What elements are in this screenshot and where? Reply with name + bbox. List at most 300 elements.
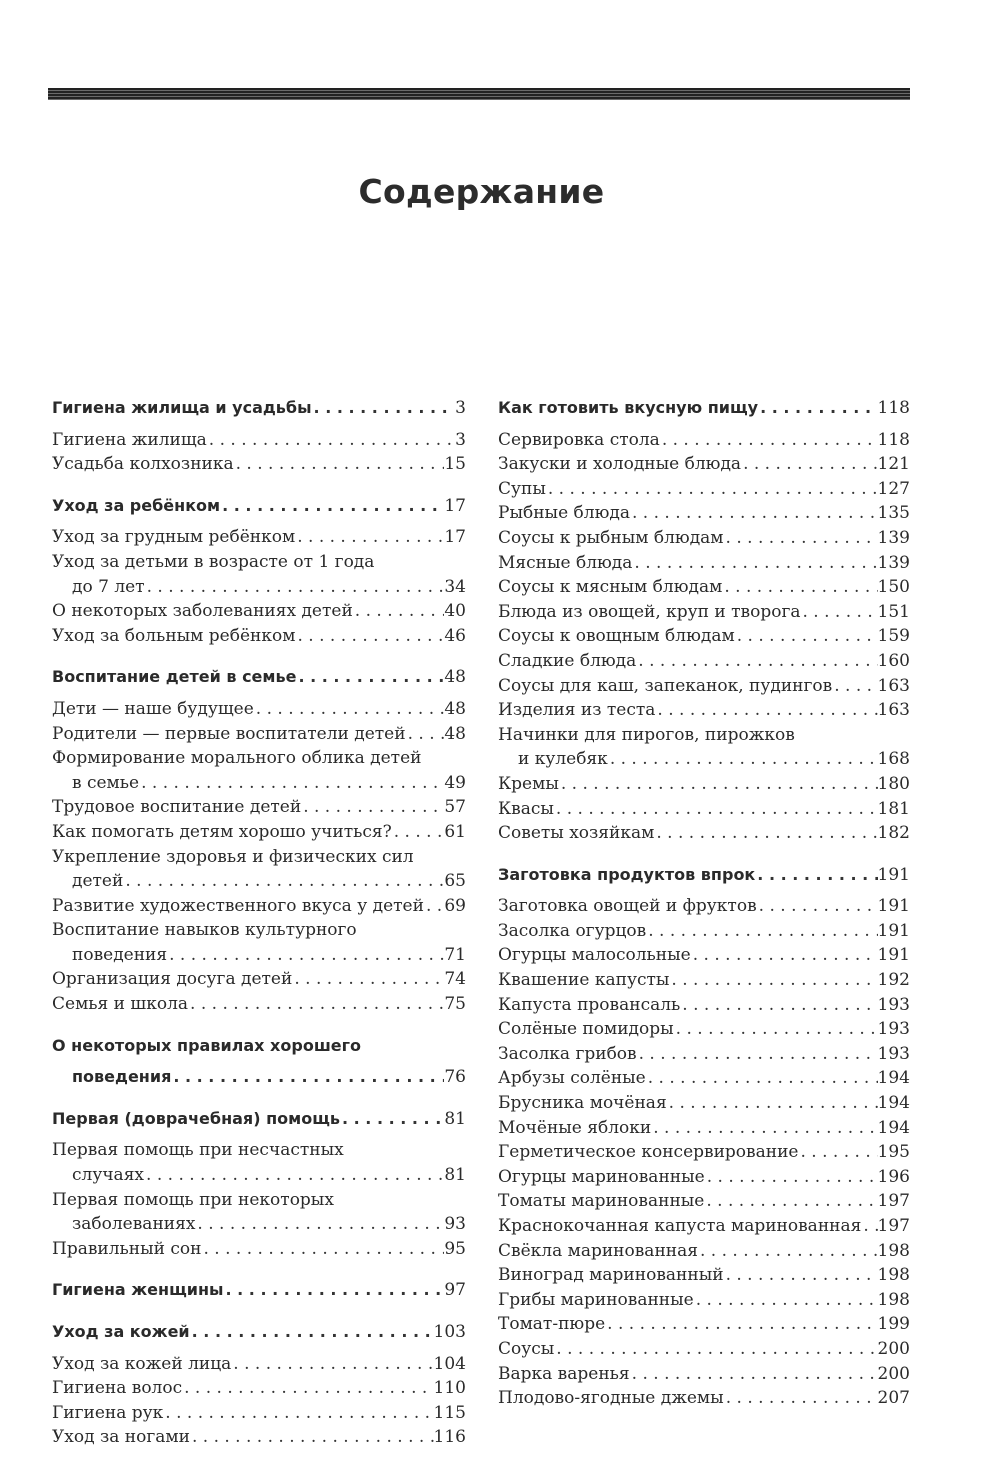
toc-entry[interactable] bbox=[498, 1091, 910, 1116]
toc-entry-label: Заготовка овощей и фруктов bbox=[498, 896, 757, 917]
page-number: 168 bbox=[877, 749, 910, 770]
toc-entry[interactable] bbox=[498, 1337, 910, 1362]
page-number: 3 bbox=[455, 429, 466, 450]
toc-entry[interactable] bbox=[498, 1288, 910, 1313]
page-number: 115 bbox=[433, 1402, 466, 1423]
toc-entry-label: Правильный сон bbox=[52, 1238, 202, 1259]
dot-leader bbox=[139, 771, 444, 796]
dot-leader bbox=[667, 1091, 878, 1116]
dot-leader bbox=[295, 624, 444, 649]
toc-entry-label: Квасы bbox=[498, 798, 554, 819]
toc-entry[interactable] bbox=[52, 428, 466, 453]
page-number: 103 bbox=[433, 1322, 466, 1342]
toc-entry-label: Мочёные яблоки bbox=[498, 1117, 652, 1138]
page-number: 197 bbox=[877, 1191, 910, 1212]
page-number: 57 bbox=[444, 797, 466, 818]
dot-leader bbox=[798, 1140, 877, 1165]
page-number: 46 bbox=[444, 625, 466, 646]
page-number: 81 bbox=[444, 1165, 466, 1186]
toc-section-heading[interactable] bbox=[52, 1065, 466, 1090]
page-number: 150 bbox=[877, 577, 910, 598]
toc-entry-label: Герметическое консервирование bbox=[498, 1142, 799, 1163]
toc-entry-label: заболеваниях bbox=[72, 1214, 196, 1235]
page-number: 15 bbox=[444, 454, 466, 475]
page-number: 163 bbox=[877, 675, 910, 696]
toc-entry[interactable] bbox=[52, 1401, 466, 1426]
toc-entry-label: Огурцы малосольные bbox=[498, 945, 691, 966]
dot-leader bbox=[224, 1278, 445, 1303]
toc-section bbox=[52, 1034, 466, 1090]
dot-leader bbox=[145, 575, 445, 600]
dot-leader bbox=[312, 396, 456, 421]
toc-entry[interactable] bbox=[52, 795, 466, 820]
toc-entry-label: Родители — первые воспитатели детей bbox=[52, 723, 406, 744]
page-title: Содержание bbox=[358, 172, 605, 211]
dot-leader bbox=[680, 993, 877, 1018]
page-number: 74 bbox=[444, 969, 466, 990]
toc-entry[interactable] bbox=[498, 894, 910, 919]
toc-entry[interactable] bbox=[52, 1188, 466, 1213]
dot-leader bbox=[605, 1312, 877, 1337]
toc-entry[interactable] bbox=[498, 1066, 910, 1091]
toc-entry-label: Воспитание детей в семье bbox=[52, 667, 297, 687]
toc-entry[interactable] bbox=[498, 452, 910, 477]
toc-section bbox=[52, 1107, 466, 1262]
page-number: 194 bbox=[877, 1093, 910, 1114]
toc-entry[interactable] bbox=[498, 428, 910, 453]
page-number: 40 bbox=[444, 601, 466, 622]
dot-leader bbox=[234, 452, 445, 477]
toc-right-column bbox=[498, 396, 910, 1428]
toc-section bbox=[52, 396, 466, 477]
toc-entry-label: Засолка грибов bbox=[498, 1043, 637, 1064]
page-number: 69 bbox=[444, 895, 466, 916]
toc-entry-label: Как готовить вкусную пищу bbox=[498, 398, 759, 417]
page-number: 191 bbox=[877, 920, 910, 941]
toc-entry[interactable] bbox=[498, 1239, 910, 1264]
toc-entry-label: Гигиена женщины bbox=[52, 1280, 224, 1300]
page-number: 116 bbox=[433, 1427, 466, 1448]
dot-leader bbox=[724, 1386, 878, 1411]
page-number: 135 bbox=[877, 503, 910, 524]
toc-entry-label: Соусы к рыбным блюдам bbox=[498, 527, 724, 548]
toc-entry-label: Как помогать детям хорошо учиться? bbox=[52, 821, 392, 842]
dot-leader bbox=[295, 525, 444, 550]
toc-entry[interactable] bbox=[498, 1165, 910, 1190]
page-number: 49 bbox=[444, 772, 466, 793]
dot-leader bbox=[694, 1288, 878, 1313]
toc-entry-label: Мясные блюда bbox=[498, 552, 633, 573]
toc-entry-label: Соусы для каш, запеканок, пудингов bbox=[498, 675, 833, 696]
toc-section bbox=[52, 1320, 466, 1450]
dot-leader bbox=[220, 494, 444, 519]
toc-section-heading[interactable] bbox=[52, 494, 466, 519]
toc-entry-label: Свёкла маринованная bbox=[498, 1240, 698, 1261]
toc-entry-label: Первая (доврачебная) помощь bbox=[52, 1108, 340, 1128]
toc-entry[interactable] bbox=[52, 992, 466, 1017]
toc-entry-label: Томаты маринованные bbox=[498, 1191, 705, 1212]
toc-entry-label: Советы хозяйкам bbox=[498, 823, 655, 844]
page-number: 160 bbox=[877, 650, 910, 671]
dot-leader bbox=[254, 697, 445, 722]
toc-entry[interactable] bbox=[52, 943, 466, 968]
page-number: 48 bbox=[444, 667, 466, 688]
toc-entry-label: Воспитание навыков культурного bbox=[52, 920, 357, 941]
toc-entry-label: Виноград маринованный bbox=[498, 1265, 724, 1286]
dot-leader bbox=[171, 1065, 444, 1090]
toc-entry[interactable] bbox=[52, 452, 466, 477]
dot-leader bbox=[201, 1237, 444, 1262]
dot-leader bbox=[655, 698, 877, 723]
dot-leader bbox=[674, 1017, 878, 1042]
page-number: 191 bbox=[877, 945, 910, 966]
toc-entry[interactable] bbox=[498, 943, 910, 968]
dot-leader bbox=[704, 1189, 877, 1214]
toc-entry[interactable] bbox=[498, 551, 910, 576]
page-number: 17 bbox=[444, 527, 466, 548]
dot-leader bbox=[406, 722, 445, 747]
toc-entry[interactable] bbox=[498, 575, 910, 600]
toc-section bbox=[498, 396, 910, 846]
page-number: 181 bbox=[877, 798, 910, 819]
dot-leader bbox=[301, 795, 444, 820]
toc-entry-label: Изделия из теста bbox=[498, 700, 656, 721]
toc-entry-label: Гигиена жилища bbox=[52, 429, 207, 450]
dot-leader bbox=[188, 992, 444, 1017]
toc-section-heading[interactable] bbox=[52, 1034, 466, 1059]
toc-section bbox=[52, 1278, 466, 1303]
page-number: 104 bbox=[433, 1353, 466, 1374]
page-number: 198 bbox=[877, 1265, 910, 1286]
dot-leader bbox=[636, 649, 877, 674]
toc-entry[interactable] bbox=[498, 1042, 910, 1067]
toc-entry[interactable] bbox=[52, 697, 466, 722]
toc-entry[interactable] bbox=[498, 674, 910, 699]
toc-entry-label: Закуски и холодные блюда bbox=[498, 454, 742, 475]
toc-entry-label: Блюда из овощей, круп и творога bbox=[498, 601, 801, 622]
toc-entry[interactable] bbox=[52, 550, 466, 575]
dot-leader bbox=[654, 821, 877, 846]
dot-leader bbox=[735, 624, 878, 649]
dot-leader bbox=[861, 1214, 877, 1239]
dot-leader bbox=[722, 575, 877, 600]
toc-entry[interactable] bbox=[52, 967, 466, 992]
toc-entry[interactable] bbox=[52, 599, 466, 624]
toc-entry[interactable] bbox=[498, 772, 910, 797]
dot-leader bbox=[646, 1066, 878, 1091]
toc-entry[interactable] bbox=[498, 477, 910, 502]
toc-entry[interactable] bbox=[498, 968, 910, 993]
toc-entry-label: Капуста провансаль bbox=[498, 994, 681, 1015]
toc-entry-label: в семье bbox=[72, 772, 140, 793]
toc-entry-label: Заготовка продуктов впрок bbox=[498, 864, 756, 884]
toc-entry-label: детей bbox=[72, 871, 124, 892]
toc-entry-label: Уход за грудным ребёнком bbox=[52, 527, 296, 548]
toc-section bbox=[52, 665, 466, 1016]
dot-leader bbox=[646, 919, 877, 944]
dot-leader bbox=[296, 665, 444, 690]
dot-leader bbox=[698, 1239, 878, 1264]
page-number: 139 bbox=[877, 552, 910, 573]
toc-entry[interactable] bbox=[498, 1140, 910, 1165]
page-number: 195 bbox=[877, 1142, 910, 1163]
page-number: 95 bbox=[444, 1238, 466, 1259]
toc-entry[interactable] bbox=[52, 771, 466, 796]
dot-leader bbox=[755, 863, 877, 888]
toc-entry-label: Кремы bbox=[498, 773, 559, 794]
toc-entry-label: Развитие художественного вкуса у детей bbox=[52, 895, 424, 916]
toc-entry[interactable] bbox=[498, 600, 910, 625]
dot-leader bbox=[546, 477, 878, 502]
toc-entry-label: Гигиена жилища и усадьбы bbox=[52, 398, 312, 417]
dot-leader bbox=[163, 1401, 433, 1426]
toc-section-heading[interactable] bbox=[498, 396, 910, 421]
toc-entry[interactable] bbox=[52, 1376, 466, 1401]
page-number: 200 bbox=[877, 1363, 910, 1384]
dot-leader bbox=[691, 943, 878, 968]
page-number: 194 bbox=[877, 1068, 910, 1089]
page-number: 118 bbox=[877, 429, 910, 450]
toc-entry[interactable] bbox=[52, 1163, 466, 1188]
toc-entry-label: Соусы к мясным блюдам bbox=[498, 577, 723, 598]
page-number: 198 bbox=[877, 1240, 910, 1261]
toc-entry[interactable] bbox=[498, 1386, 910, 1411]
toc-entry[interactable] bbox=[52, 1138, 466, 1163]
toc-entry[interactable] bbox=[52, 869, 466, 894]
toc-entry[interactable] bbox=[498, 1214, 910, 1239]
page-number: 121 bbox=[877, 454, 910, 475]
page-number: 139 bbox=[877, 527, 910, 548]
dot-leader bbox=[758, 396, 877, 421]
dot-leader bbox=[190, 1320, 434, 1345]
top-rule bbox=[48, 88, 910, 100]
toc-entry[interactable] bbox=[498, 649, 910, 674]
toc-entry[interactable] bbox=[52, 820, 466, 845]
toc-section bbox=[52, 494, 466, 649]
toc-entry-label: О некоторых заболеваниях детей bbox=[52, 601, 353, 622]
toc-entry-label: Варка варенья bbox=[498, 1363, 630, 1384]
dot-leader bbox=[292, 967, 444, 992]
toc-entry[interactable] bbox=[52, 918, 466, 943]
toc-entry[interactable] bbox=[498, 821, 910, 846]
toc-section-heading[interactable] bbox=[52, 1320, 466, 1345]
toc-entry-label: Грибы маринованные bbox=[498, 1289, 694, 1310]
toc-entry-label: случаях bbox=[72, 1165, 145, 1186]
toc-entry-label: Огурцы маринованные bbox=[498, 1166, 705, 1187]
dot-leader bbox=[724, 526, 878, 551]
page-number: 3 bbox=[455, 398, 466, 418]
page-number: 61 bbox=[444, 821, 466, 842]
toc-entry-label: Первая помощь при несчастных bbox=[52, 1140, 344, 1161]
dot-leader bbox=[630, 501, 878, 526]
toc-entry-label: Уход за больным ребёнком bbox=[52, 625, 296, 646]
toc-entry-label: Томат-пюре bbox=[498, 1314, 606, 1335]
toc-entry-label: Рыбные блюда bbox=[498, 503, 630, 524]
toc-section-heading[interactable] bbox=[52, 396, 466, 421]
dot-leader bbox=[801, 600, 878, 625]
toc-entry[interactable] bbox=[52, 894, 466, 919]
dot-leader bbox=[231, 1352, 433, 1377]
toc-section-heading[interactable] bbox=[52, 665, 466, 690]
dot-leader bbox=[630, 1362, 878, 1387]
toc-entry-label: Уход за ребёнком bbox=[52, 495, 221, 515]
toc-entry[interactable] bbox=[52, 1237, 466, 1262]
toc-entry-label: Арбузы солёные bbox=[498, 1068, 646, 1089]
toc-entry[interactable] bbox=[52, 1352, 466, 1377]
toc-entry-label: Соусы к овощным блюдам bbox=[498, 626, 735, 647]
toc-section-heading[interactable] bbox=[52, 1107, 466, 1132]
dot-leader bbox=[651, 1116, 877, 1141]
toc-entry[interactable] bbox=[52, 722, 466, 747]
toc-entry-label: Уход за кожей лица bbox=[52, 1353, 232, 1374]
toc-entry[interactable] bbox=[498, 1362, 910, 1387]
toc-entry-label: Трудовое воспитание детей bbox=[52, 797, 302, 818]
toc-entry-label: Плодово-ягодные джемы bbox=[498, 1388, 724, 1409]
dot-leader bbox=[144, 1163, 444, 1188]
toc-entry-label: поведения bbox=[72, 1067, 172, 1087]
dot-leader bbox=[392, 820, 445, 845]
dot-leader bbox=[340, 1107, 444, 1132]
page-number: 48 bbox=[444, 723, 466, 744]
toc-entry-label: Уход за ногами bbox=[52, 1427, 190, 1448]
toc-entry-label: поведения bbox=[72, 944, 168, 965]
page-number: 65 bbox=[444, 871, 466, 892]
dot-leader bbox=[637, 1042, 878, 1067]
toc-entry[interactable] bbox=[52, 746, 466, 771]
toc-entry-label: Организация досуга детей bbox=[52, 969, 293, 990]
toc-entry[interactable] bbox=[498, 624, 910, 649]
page-number: 93 bbox=[444, 1214, 466, 1235]
dot-leader bbox=[832, 674, 877, 699]
toc-entry-label: О некоторых правилах хорошего bbox=[52, 1035, 362, 1055]
toc-entry[interactable] bbox=[498, 1189, 910, 1214]
dot-leader bbox=[182, 1376, 433, 1401]
toc-entry[interactable] bbox=[498, 993, 910, 1018]
page-number: 48 bbox=[444, 698, 466, 719]
page-number: 193 bbox=[877, 994, 910, 1015]
dot-leader bbox=[190, 1425, 434, 1450]
toc-entry[interactable] bbox=[498, 919, 910, 944]
toc-entry[interactable] bbox=[52, 845, 466, 870]
dot-leader bbox=[705, 1165, 878, 1190]
toc-entry-label: Укрепление здоровья и физических сил bbox=[52, 846, 414, 867]
dot-leader bbox=[195, 1212, 444, 1237]
page-number: 159 bbox=[877, 626, 910, 647]
toc-entry-label: и кулебяк bbox=[518, 749, 608, 770]
page-number: 71 bbox=[444, 944, 466, 965]
dot-leader bbox=[554, 1337, 877, 1362]
toc-entry[interactable] bbox=[498, 1116, 910, 1141]
dot-leader bbox=[559, 772, 878, 797]
toc-entry-label: Супы bbox=[498, 478, 546, 499]
toc-entry-label: Брусника мочёная bbox=[498, 1093, 667, 1114]
toc-entry-label: Сладкие блюда bbox=[498, 650, 637, 671]
toc-entry-label: Гигиена рук bbox=[52, 1402, 164, 1423]
toc-entry[interactable] bbox=[52, 1425, 466, 1450]
page-number: 76 bbox=[444, 1067, 466, 1088]
toc-entry-label: Сервировка стола bbox=[498, 429, 660, 450]
dot-leader bbox=[424, 894, 444, 919]
page-number: 194 bbox=[877, 1117, 910, 1138]
page-number: 199 bbox=[877, 1314, 910, 1335]
page-number: 197 bbox=[877, 1216, 910, 1236]
dot-leader bbox=[669, 968, 877, 993]
toc-entry-label: Формирование морального облика детей bbox=[52, 748, 422, 769]
page-number: 198 bbox=[877, 1289, 910, 1310]
toc-entry-label: Соусы bbox=[498, 1338, 555, 1359]
toc-entry-label: до 7 лет bbox=[72, 576, 145, 597]
dot-leader bbox=[554, 797, 878, 822]
toc-entry-label: Дети — наше будущее bbox=[52, 698, 254, 719]
dot-leader bbox=[608, 747, 878, 772]
page-number: 97 bbox=[444, 1280, 466, 1301]
page-number: 193 bbox=[877, 1043, 910, 1064]
toc-entry-label: Солёные помидоры bbox=[498, 1019, 674, 1040]
page-number: 75 bbox=[444, 994, 466, 1015]
page-number: 193 bbox=[877, 1019, 910, 1040]
toc-entry-label: Первая помощь при некоторых bbox=[52, 1189, 334, 1210]
toc-entry[interactable] bbox=[52, 1212, 466, 1237]
page-number: 192 bbox=[877, 970, 910, 991]
page-number: 200 bbox=[877, 1338, 910, 1359]
toc-section-heading[interactable] bbox=[498, 863, 910, 888]
page-number: 163 bbox=[877, 700, 910, 721]
page-number: 180 bbox=[877, 773, 910, 794]
page-number: 207 bbox=[877, 1388, 910, 1409]
dot-leader bbox=[123, 869, 444, 894]
page-number: 110 bbox=[433, 1378, 466, 1399]
toc-section bbox=[498, 863, 910, 1411]
dot-leader bbox=[167, 943, 444, 968]
toc-section-heading[interactable] bbox=[52, 1278, 466, 1303]
dot-leader bbox=[660, 428, 878, 453]
dot-leader bbox=[757, 894, 878, 919]
page-number: 17 bbox=[444, 495, 466, 516]
toc-entry-label: Усадьба колхозника bbox=[52, 454, 234, 475]
page-number: 81 bbox=[444, 1108, 466, 1129]
toc-entry[interactable] bbox=[498, 747, 910, 772]
toc-entry[interactable] bbox=[498, 1312, 910, 1337]
dot-leader bbox=[207, 428, 455, 453]
toc-entry[interactable] bbox=[498, 526, 910, 551]
toc-entry-label: Начинки для пирогов, пирожков bbox=[498, 724, 795, 745]
toc-entry-label: Квашение капусты bbox=[498, 970, 670, 991]
page-number: 182 bbox=[877, 823, 910, 844]
dot-leader bbox=[724, 1263, 878, 1288]
toc-entry[interactable] bbox=[52, 575, 466, 600]
toc-entry[interactable] bbox=[498, 1017, 910, 1042]
toc-entry[interactable] bbox=[498, 723, 910, 748]
page-number: 151 bbox=[877, 601, 910, 622]
toc-entry[interactable] bbox=[52, 624, 466, 649]
toc-entry-label: Краснокочанная капуста маринованная bbox=[498, 1216, 862, 1236]
toc-entry-label: Гигиена волос bbox=[52, 1378, 183, 1399]
dot-leader bbox=[353, 599, 445, 624]
page-number: 191 bbox=[877, 896, 910, 917]
toc-entry[interactable] bbox=[498, 501, 910, 526]
page-number: 196 bbox=[877, 1166, 910, 1187]
toc-entry[interactable] bbox=[498, 698, 910, 723]
toc-entry-label: Уход за кожей bbox=[52, 1322, 190, 1341]
page-number: 191 bbox=[877, 864, 910, 885]
toc-entry[interactable] bbox=[498, 1263, 910, 1288]
dot-leader bbox=[741, 452, 877, 477]
toc-entry-label: Засолка огурцов bbox=[498, 920, 647, 941]
toc-entry[interactable] bbox=[498, 797, 910, 822]
toc-entry[interactable] bbox=[52, 525, 466, 550]
toc-left-column bbox=[52, 396, 466, 1467]
toc-entry-label: Уход за детьми в возрасте от 1 года bbox=[52, 551, 375, 572]
